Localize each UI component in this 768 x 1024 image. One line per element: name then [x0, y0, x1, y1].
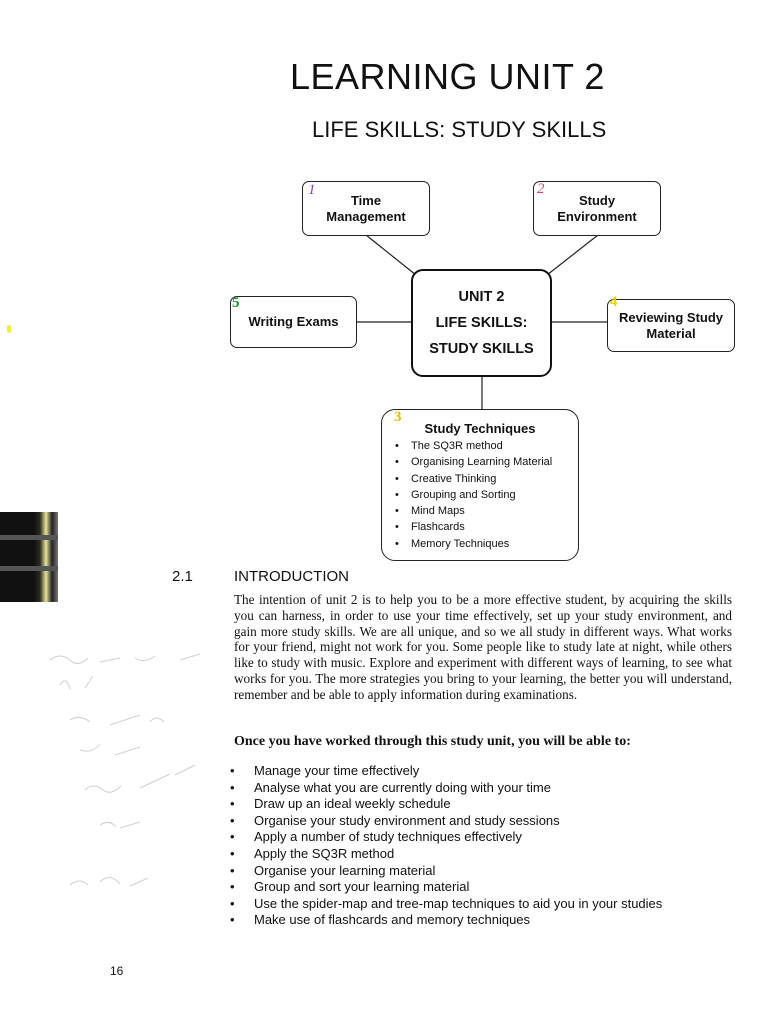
list-item: • Creative Thinking: [395, 471, 552, 487]
node-reviewing-line1: Reviewing Study: [618, 309, 724, 325]
highlighter-mark: [7, 325, 11, 333]
list-item: • Make use of flashcards and memory techniques: [230, 912, 662, 929]
study-techniques-title: Study Techniques: [424, 421, 536, 436]
node-writing-exams: [230, 296, 357, 348]
outcomes-heading: Once you have worked through this study unit, you will be able to:: [234, 734, 631, 749]
page-subtitle: LIFE SKILLS: STUDY SKILLS: [312, 117, 607, 142]
intro-paragraph: The intention of unit 2 is to help you to be a more effective student, by acquiring the skills you can harness, in order to use your time effectively, set up your study environment, and gain more study skills. We are all unique, and so we all study in different ways. What works for your friend, might not work for you. Some people like to study late at night, while others like to study with music. Explore and experiment with different ways of learning, to see what works for you. The more strategies you bring to your learning, the better you will understand, remember and be able to apply information during examinations.: [234, 592, 732, 702]
node-number-2: 2: [537, 181, 545, 197]
node-time-management-line1: Time: [350, 192, 382, 208]
outcomes-list: [230, 763, 662, 929]
list-item: • Mind Maps: [395, 503, 552, 519]
node-study-techniques: [381, 409, 579, 561]
node-number-1: 1: [308, 182, 316, 198]
node-reviewing-line2: Material: [646, 325, 696, 341]
list-item: • Apply the SQ3R method: [230, 846, 662, 863]
connector-time-management: [366, 235, 416, 275]
list-item: • Organise your learning material: [230, 863, 662, 880]
list-item: • Flashcards: [395, 519, 552, 535]
section-number: 2.1: [172, 568, 193, 585]
node-study-environment-line1: Study: [578, 192, 616, 208]
center-line-2: LIFE SKILLS:: [435, 315, 528, 331]
connector-study-environment: [547, 235, 598, 275]
list-item: • Apply a number of study techniques effectively: [230, 829, 662, 846]
list-item: • Draw up an ideal weekly schedule: [230, 796, 662, 813]
list-item: • Use the spider-map and tree-map techniques to aid you in your studies: [230, 896, 662, 913]
binder-clip-band: [0, 566, 58, 571]
node-number-3: 3: [394, 409, 402, 425]
node-study-environment: [533, 181, 661, 236]
list-item: • Manage your time effectively: [230, 763, 662, 780]
node-writing-exams-label: Writing Exams: [248, 314, 339, 329]
list-item: • Memory Techniques: [395, 536, 552, 552]
list-item: • Organise your study environment and study sessions: [230, 813, 662, 830]
center-line-3: STUDY SKILLS: [429, 341, 534, 357]
list-item: • The SQ3R method: [395, 438, 552, 454]
page-title: LEARNING UNIT 2: [290, 56, 605, 97]
list-item: • Analyse what you are currently doing with your time: [230, 780, 662, 797]
node-number-4: 4: [610, 294, 618, 310]
list-item: • Grouping and Sorting: [395, 487, 552, 503]
binder-clip-shadow: [0, 512, 58, 602]
list-item: • Organising Learning Material: [395, 454, 552, 470]
node-time-management: [302, 181, 430, 236]
section-title: INTRODUCTION: [234, 568, 349, 585]
node-center-unit: [411, 269, 552, 377]
binder-clip-band: [0, 535, 58, 540]
page-number: 16: [110, 964, 124, 978]
node-number-5: 5: [232, 295, 240, 311]
node-reviewing-material: [607, 294, 735, 352]
list-item: • Group and sort your learning material: [230, 879, 662, 896]
node-time-management-line2: Management: [326, 208, 406, 224]
study-techniques-list: [395, 438, 552, 552]
node-study-environment-line2: Environment: [557, 208, 637, 224]
pencil-scribbles: [40, 650, 210, 920]
center-line-1: UNIT 2: [458, 289, 505, 305]
